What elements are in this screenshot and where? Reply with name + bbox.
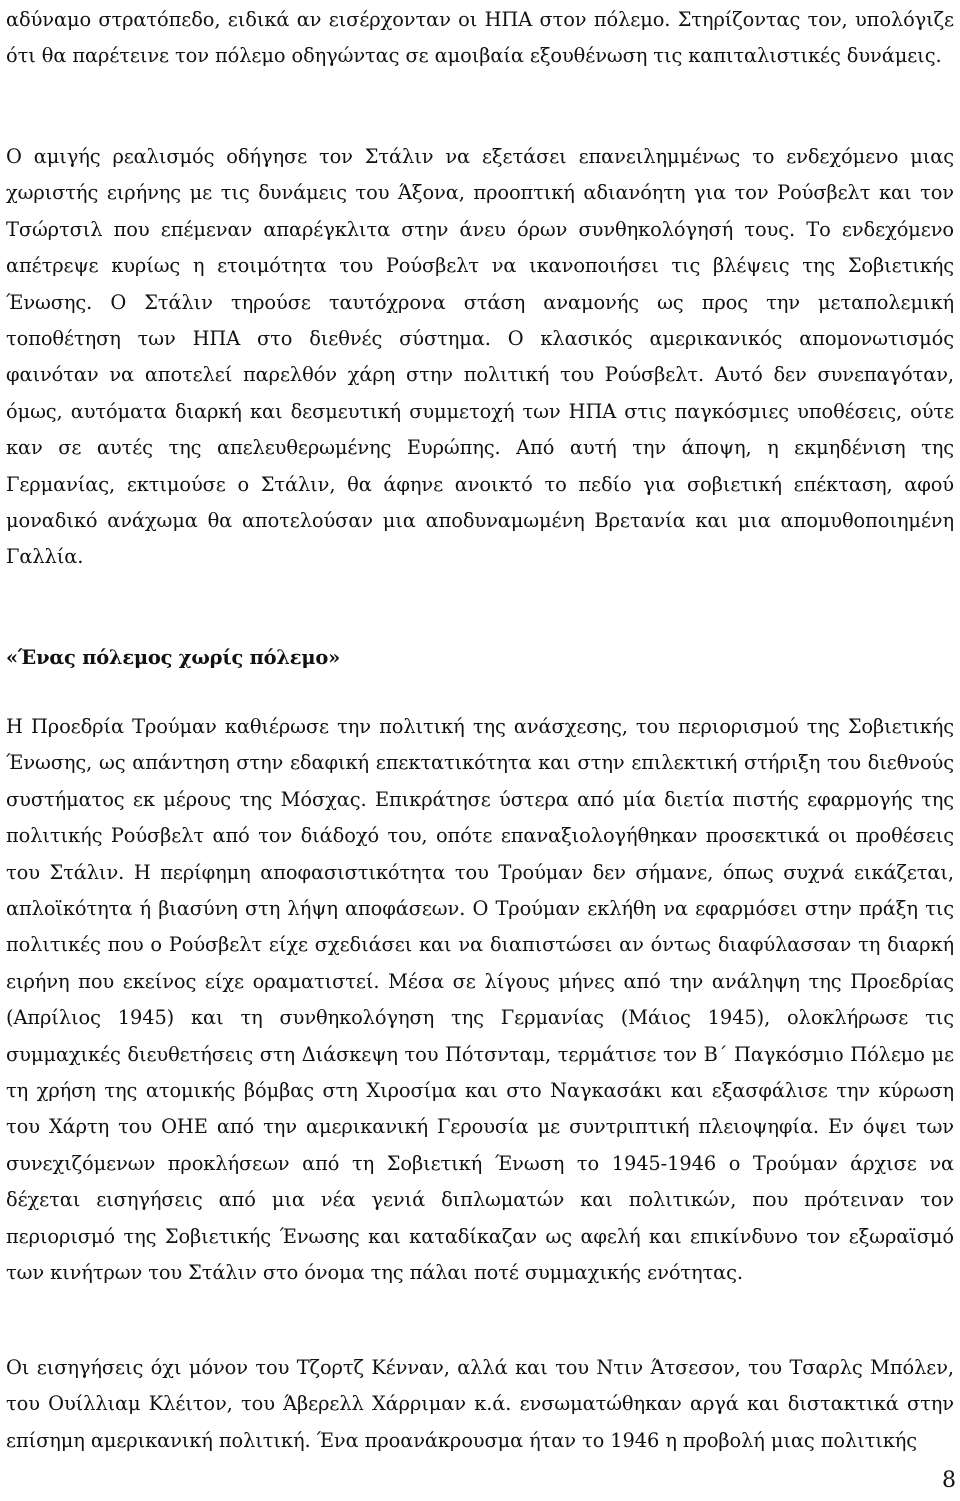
section-heading: «Ένας πόλεμος χωρίς πόλεμο» [6, 646, 341, 669]
page-number: 8 [942, 1468, 956, 1493]
paragraph-3: Οι εισηγήσεις όχι μόνον του Τζορτζ Κένναν, αλλά και του Ντιν Άτσεσον, του Τσαρλς Μπόλεν, του Ουίλλιαμ Κλέιτον, του Άβερελλ Χάρριμαν κ.ά. ενσωματώθηκαν αργά και διστακτικά στην επίσημη αμερικανική πολιτική. Ένα προανάκρουσμα ήταν το 1946 η προβολή μιας πολιτικής [6, 1356, 954, 1452]
intro-paragraph: αδύναμο στρατόπεδο, ειδικά αν εισέρχονταν οι ΗΠΑ στον πόλεμο. Στηρίζοντας τον, υπολόγιζε ότι θα παρέτεινε τον πόλεμο οδηγώντας σε αμοιβαία εξουθένωση τις καπιταλιστικές δυνάμεις. [6, 8, 954, 68]
paragraph-1: Ο αμιγής ρεαλισμός οδήγησε τον Στάλιν να εξετάσει επανειλημμένως το ενδεχόμενο μιας χωριστής ειρήνης με τις δυνάμεις του Άξονα, προοπτική αδιανόητη για τον Ρούσβελτ και τον Τσώρτσιλ που επέμεναν απαρέγκλιτα στην άνευ όρων συνθηκολόγησή τους. Το ενδεχόμενο απέτρεψε κυρίως η ετοιμότητα του Ρούσβελτ να ικανοποιήσει τις βλέψεις της Σοβιετικής Ένωσης. Ο Στάλιν τηρούσε ταυτόχρονα στάση αναμονής ως προς την μεταπολεμική τοποθέτηση των ΗΠΑ στο διεθνές σύστημα. Ο κλασικός αμερικανικός απομονωτισμός φαινόταν να αποτελεί παρελθόν χάρη στην πολιτική του Ρούσβελτ. Αυτό δεν συνεπαγόταν, όμως, αυτόματα διαρκή και δεσμευτική συμμετοχή των ΗΠΑ στις παγκόσμιες υποθέσεις, ούτε καν σε αυτές της απελευθερωμένης Ευρώπης. Από αυτή την άποψη, η εκμηδένιση της Γερμανίας, εκτιμούσε ο Στάλιν, θα άφηνε ανοικτό το πεδίο για σοβιετική επέκταση, αφού μοναδικό ανάχωμα θα αποτελούσαν μια αποδυναμωμένη Βρετανία και μια απομυθοποιημένη Γαλλία. [6, 145, 954, 569]
paragraph-2: Η Προεδρία Τρούμαν καθιέρωσε την πολιτική της ανάσχεσης, του περιορισμού της Σοβιετικής Ένωσης, ως απάντηση στην εδαφική επεκτατικότητα και στην επιλεκτική στήριξη του διεθνούς συστήματος εκ μέρους της Μόσχας. Επικράτησε ύστερα από μία διετία πιστής εφαρμογής της πολιτικής Ρούσβελτ από τον διάδοχό του, οπότε επαναξιολογήθηκαν προσεκτικά οι προθέσεις του Στάλιν. Η περίφημη αποφασιστικότητα του Τρούμαν δεν σήμανε, όπως συχνά εικάζεται, απλοϊκότητα ή βιασύνη στη λήψη αποφάσεων. Ο Τρούμαν εκλήθη να εφαρμόσει στην πράξη τις πολιτικές που ο Ρούσβελτ είχε σχεδιάσει και να διαπιστώσει αν όντως διαφύλασσαν τη διαρκή ειρήνη που εκείνος είχε οραματιστεί. Μέσα σε λίγους μήνες από την ανάληψη της Προεδρίας (Απρίλιος 1945) και τη συνθηκολόγηση της Γερμανίας (Μάιος 1945), ολοκλήρωσε τις συμμαχικές διευθετήσεις στη Διάσκεψη του Πότσνταμ, τερμάτισε τον Β΄ Παγκόσμιο Πόλεμο με τη χρήση της ατομικής βόμβας στη Χιροσίμα και στο Ναγκασάκι και εξασφάλισε την κύρωση του Χάρτη του ΟΗΕ από την αμερικανική Γερουσία με συντριπτική πλειοψηφία. Εν όψει των συνεχιζόμενων προκλήσεων από τη Σοβιετική Ένωση το 1945-1946 ο Τρούμαν άρχισε να δέχεται εισηγήσεις από μια νέα γενιά διπλωματών και πολιτικών, που πρότειναν τον περιορισμό της Σοβιετικής Ένωσης και καταδίκαζαν ως αφελή και επικίνδυνο τον εξωραϊσμό των κινήτρων του Στάλιν στο όνομα της πάλαι ποτέ συμμαχικής ενότητας. [6, 715, 954, 1285]
